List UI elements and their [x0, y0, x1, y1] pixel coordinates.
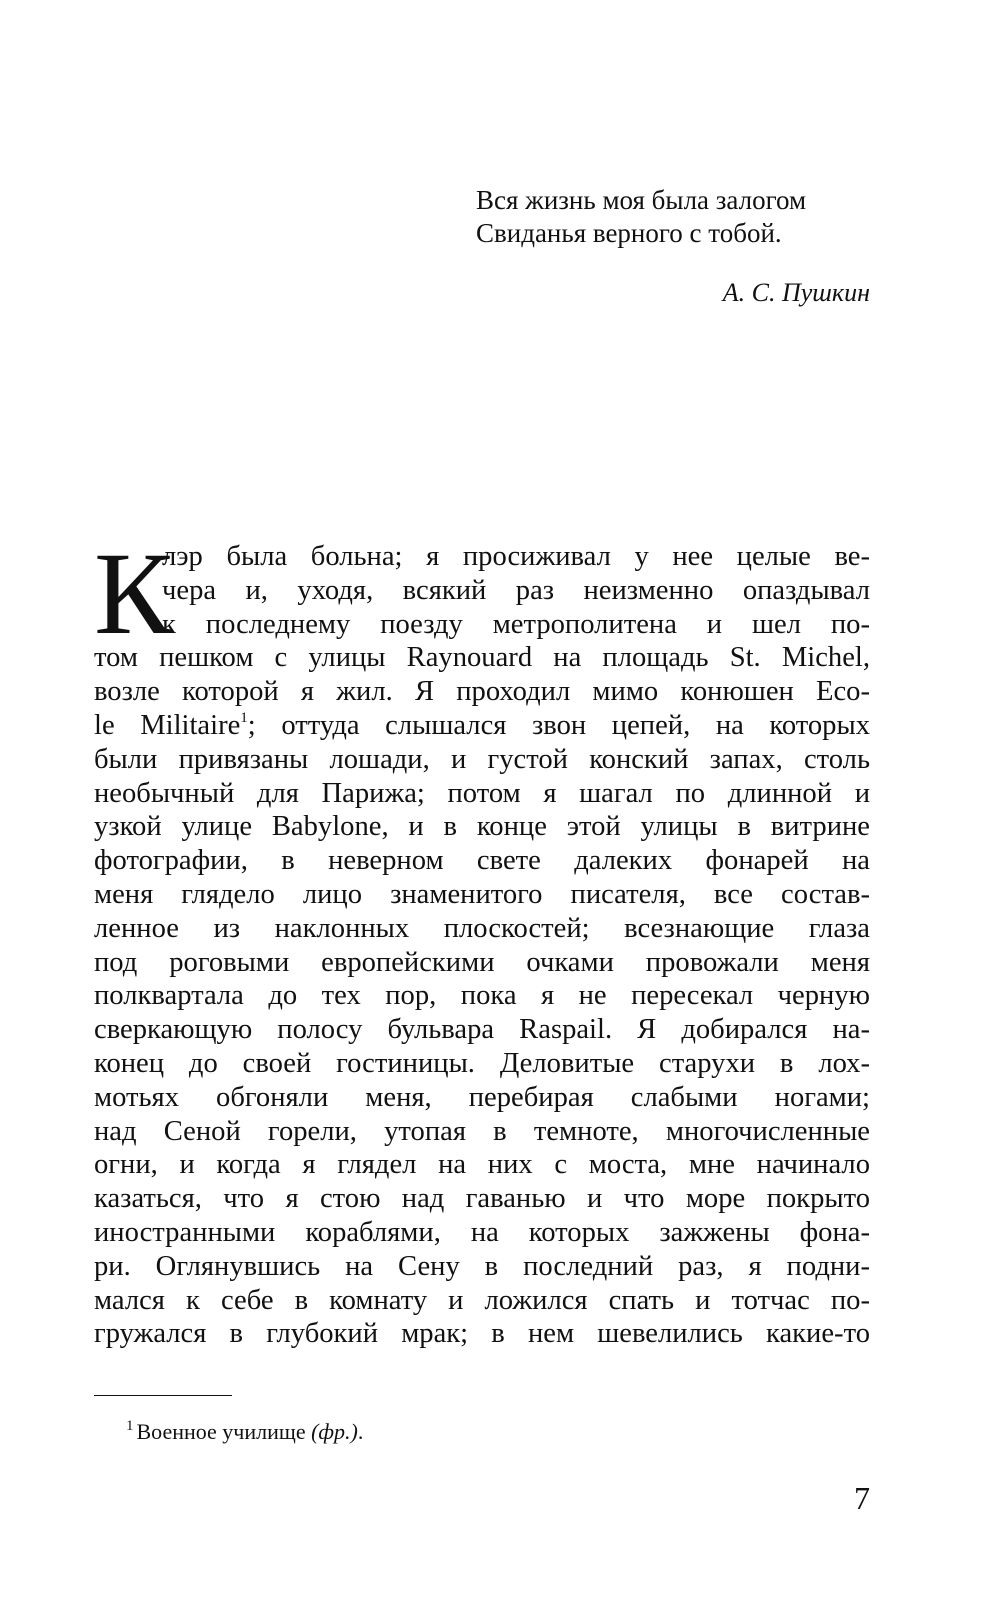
footnote-divider [94, 1395, 232, 1396]
footnote-end: . [357, 1419, 364, 1444]
footnote [126, 1418, 363, 1446]
text-line: казаться, что я стою над гаванью и что море покрыто [94, 1183, 870, 1215]
text-fragment: ; оттуда слышался звон цепей, на которых [247, 709, 870, 741]
body-text [94, 528, 870, 1385]
text-line: ленное из наклонных плоскостей; всезнающие глаза [94, 912, 870, 944]
text-line: необычный для Парижа; потом я шагал по длинной и [94, 777, 870, 809]
text-line: возле которой я жил. Я проходил мимо конюшен Eco- [94, 676, 870, 708]
text-line: полквартала до тех пор, пока я не пересекал черную [94, 980, 870, 1012]
text-line: том пешком с улицы Raynouard на площадь St. Michel, [94, 642, 870, 674]
text-line: над Сеной горели, утопая в темноте, многочисленные [94, 1115, 870, 1147]
text-line: мотьях обгоняли меня, перебирая слабыми ногами; [94, 1081, 870, 1113]
epigraph-line: Вся жизнь моя была залогом [476, 185, 807, 215]
epigraph-author: А. С. Пушкин [722, 278, 870, 307]
text-fragment: le Militaire [94, 709, 241, 741]
text-line: мался к себе в комнату и ложился спать и тотчас по- [94, 1284, 870, 1316]
text-line [94, 1351, 870, 1385]
text-line: были привязаны лошади, и густой конский запах, столь [94, 743, 870, 775]
text-line: ри. Оглянувшись на Сену в последний раз, я подни- [94, 1250, 870, 1282]
text-line: гружался в глубокий мрак; в нем шевелились какие-то [94, 1318, 870, 1350]
text-line: узкой улице Babylone, и в конце этой улицы в витрине [94, 811, 870, 843]
text-line: меня глядело лицо знаменитого писателя, все состав- [94, 878, 870, 910]
text-line: огни, и когда я глядел на них с моста, мне начинало [94, 1149, 870, 1181]
footnote-marker: 1 [126, 1418, 134, 1434]
epigraph-line: Свиданья верного с тобой. [476, 218, 782, 248]
text-line: сверкающую полосу бульвара Raspail. Я добирался на- [94, 1014, 870, 1046]
text-line: иностранными кораблями, на которых зажжены фона- [94, 1216, 870, 1248]
text-line [94, 709, 870, 743]
footnote-reference: 1 [240, 709, 248, 726]
text-line: фотографии, в неверном свете далеких фонарей на [94, 845, 870, 877]
text-line: под роговыми европейскими очками провожали меня [94, 946, 870, 978]
epigraph [476, 184, 876, 308]
text-line: лэр была больна; я просиживал у нее целые ве- [162, 541, 870, 572]
drop-cap: К [94, 528, 173, 659]
footnote-text: Военное училище [136, 1419, 312, 1444]
text-line: конец до своей гостиницы. Деловитые старухи в лох- [94, 1047, 870, 1079]
text-line: чера и, уходя, всякий раз неизменно опаздывал [162, 574, 870, 606]
text-line: к последнему поезду метрополитена и шел по- [162, 608, 870, 640]
footnote-abbreviation: (фр.) [311, 1419, 358, 1444]
page-number: 7 [854, 1480, 870, 1516]
